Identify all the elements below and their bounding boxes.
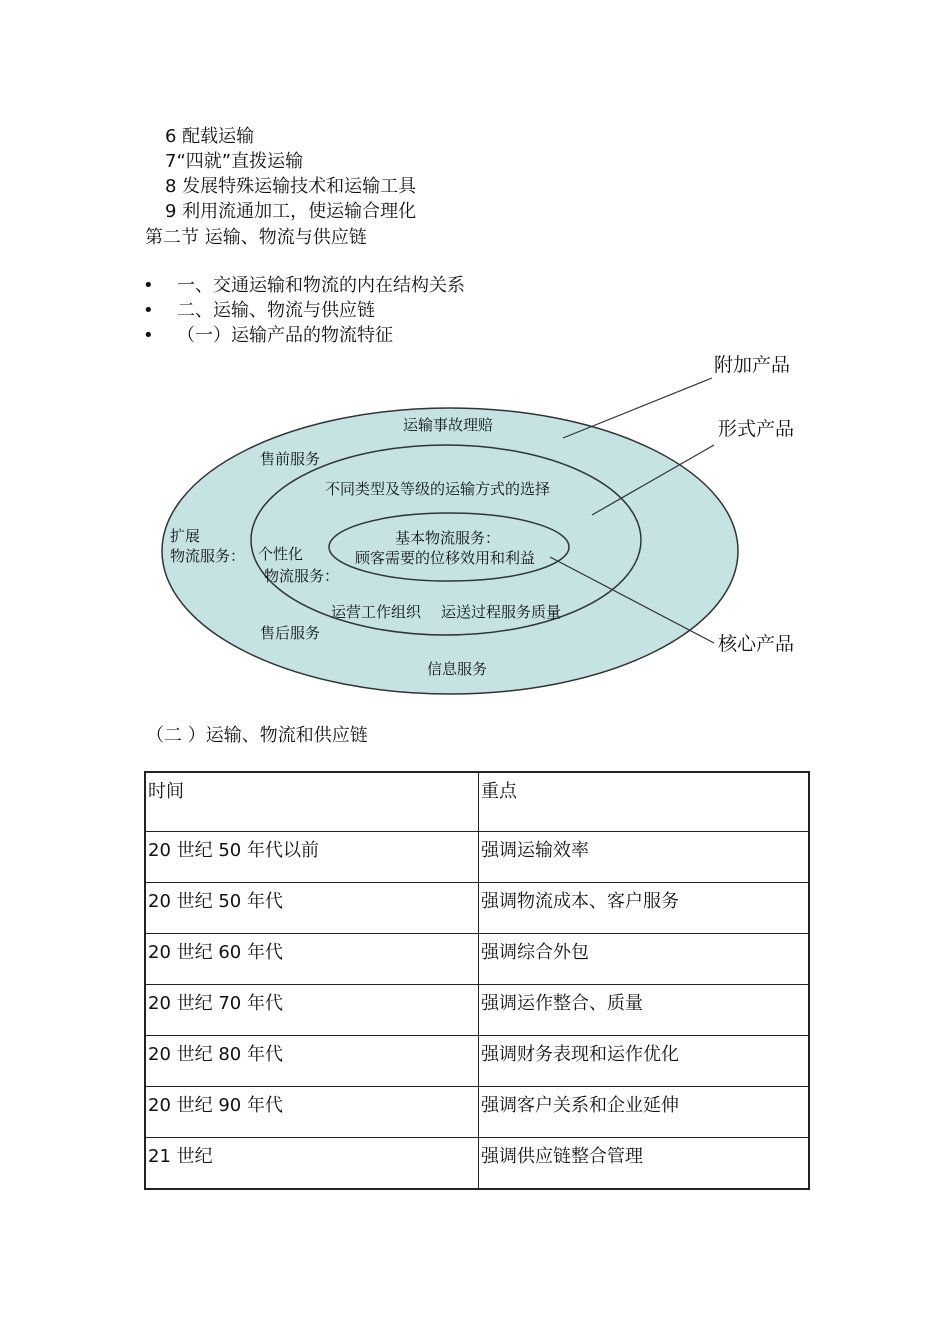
cell-focus: 强调客户关系和企业延伸 bbox=[479, 1087, 810, 1138]
outer-presale: 售前服务 bbox=[260, 450, 321, 468]
middle-quality: 运送过程服务质量 bbox=[441, 603, 562, 621]
bullet-text: 一、交通运输和物流的内在结构关系 bbox=[177, 275, 465, 296]
list-line-7: 7“四就”直拨运输 bbox=[165, 151, 304, 172]
cell-focus: 强调运作整合、质量 bbox=[479, 985, 810, 1036]
list-line-6: 6 配载运输 bbox=[165, 126, 255, 147]
cell-focus: 强调供应链整合管理 bbox=[479, 1138, 810, 1190]
table-row bbox=[145, 1138, 809, 1190]
bullet-item bbox=[143, 299, 375, 323]
inner-benefit: 顾客需要的位移效用和利益 bbox=[355, 549, 536, 567]
table-row bbox=[145, 832, 809, 883]
cell-time: 20 世纪 50 年代 bbox=[145, 883, 479, 934]
bullet-text: 二、运输、物流与供应链 bbox=[177, 300, 375, 321]
cell-focus: 强调综合外包 bbox=[479, 934, 810, 985]
middle-ops: 运营工作组织 bbox=[331, 603, 422, 621]
bullet-dot: • bbox=[143, 325, 154, 346]
table-row bbox=[145, 985, 809, 1036]
header-time: 时间 bbox=[145, 772, 479, 832]
pointer-line-additional bbox=[563, 378, 712, 438]
outer-claims: 运输事故理赔 bbox=[403, 416, 494, 434]
inner-basic: 基本物流服务： bbox=[395, 529, 501, 547]
cell-time: 20 世纪 70 年代 bbox=[145, 985, 479, 1036]
label-formal: 形式产品 bbox=[718, 418, 795, 440]
table-row bbox=[145, 1036, 809, 1087]
cell-time: 20 世纪 50 年代以前 bbox=[145, 832, 479, 883]
table-row bbox=[145, 934, 809, 985]
section-heading: 第二节 运输、物流与供应链 bbox=[145, 227, 367, 248]
outer-extend-1: 扩展 bbox=[170, 527, 201, 545]
subsection-heading: （二 ）运输、物流和供应链 bbox=[146, 725, 368, 746]
cell-focus: 强调运输效率 bbox=[479, 832, 810, 883]
middle-choice: 不同类型及等级的运输方式的选择 bbox=[325, 480, 551, 498]
cell-focus: 强调财务表现和运作优化 bbox=[479, 1036, 810, 1087]
cell-time: 20 世纪 80 年代 bbox=[145, 1036, 479, 1087]
label-core: 核心产品 bbox=[718, 633, 795, 655]
outer-extend-2: 物流服务： bbox=[170, 547, 246, 565]
cell-time: 20 世纪 60 年代 bbox=[145, 934, 479, 985]
list-line-9: 9 利用流通加工，使运输合理化 bbox=[165, 201, 417, 222]
header-focus: 重点 bbox=[479, 772, 810, 832]
outer-aftersale: 售后服务 bbox=[260, 624, 321, 642]
label-additional: 附加产品 bbox=[714, 354, 791, 376]
bullet-text: （一）运输产品的物流特征 bbox=[177, 325, 393, 346]
outer-info: 信息服务 bbox=[427, 660, 488, 678]
table-header-row bbox=[145, 772, 809, 832]
cell-time: 21 世纪 bbox=[145, 1138, 479, 1190]
inner-ellipse bbox=[329, 513, 569, 581]
bullet-item bbox=[143, 274, 465, 298]
cell-focus: 强调物流成本、客户服务 bbox=[479, 883, 810, 934]
table-row bbox=[145, 883, 809, 934]
table-row bbox=[145, 1087, 809, 1138]
list-line-8: 8 发展特殊运输技术和运输工具 bbox=[165, 176, 417, 197]
cell-time: 20 世纪 90 年代 bbox=[145, 1087, 479, 1138]
middle-personal-2: 物流服务： bbox=[264, 567, 340, 585]
history-table bbox=[144, 771, 810, 1190]
bullet-dot: • bbox=[143, 300, 154, 321]
product-layers-diagram bbox=[0, 340, 950, 710]
middle-personal-1: 个性化 bbox=[258, 545, 304, 563]
bullet-dot: • bbox=[143, 275, 154, 296]
